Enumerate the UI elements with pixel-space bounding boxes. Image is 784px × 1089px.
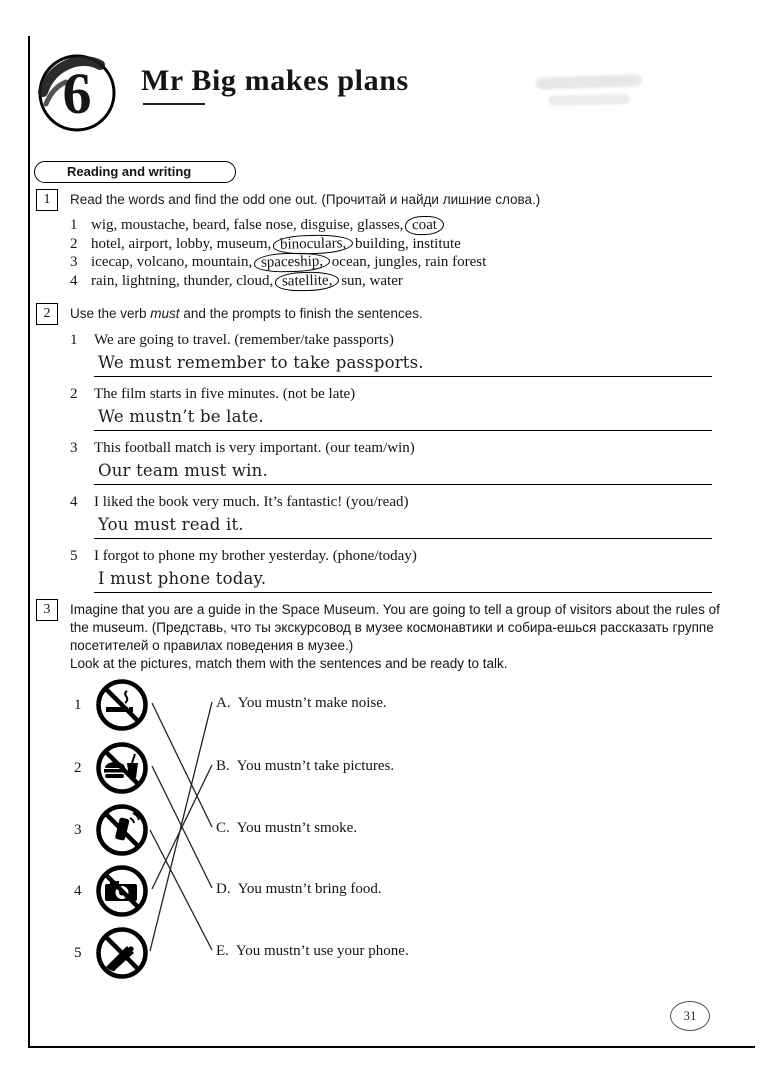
handwritten-answer: You must read it. [98, 515, 244, 534]
item-number: 1 [70, 217, 78, 233]
item-number: 2 [70, 235, 78, 252]
picture-number: 4 [74, 883, 82, 899]
sentence-letter: A. [216, 695, 231, 711]
sentence-letter: C. [216, 820, 230, 836]
answer-blank-line[interactable] [94, 353, 712, 377]
picture-number: 3 [74, 822, 82, 838]
exercise-2-number-box: 2 [36, 303, 58, 325]
picture-sign [94, 740, 150, 796]
bottom-border-rule [28, 1046, 755, 1048]
instruction-text: Look at the pictures, match them with the sentences and be ready to talk. [70, 656, 508, 671]
answer-blank-line[interactable] [94, 407, 712, 431]
prompt-text: I forgot to phone my brother yesterday. (phone/today) [94, 548, 417, 564]
picture-sign [94, 863, 150, 919]
words-after: building, institute [354, 235, 461, 252]
unit-number: 6 [62, 60, 92, 126]
picture-number: 1 [74, 697, 82, 713]
item-number: 1 [70, 332, 78, 348]
circled-odd-word: binoculars, [273, 234, 354, 255]
picture-number: 2 [74, 760, 82, 776]
answer-blank-line[interactable] [94, 461, 712, 485]
prompt-text: We are going to travel. (remember/take passports) [94, 332, 394, 348]
prompt-line [70, 547, 712, 566]
sentence-text: You mustn’t use your phone. [235, 943, 409, 959]
match-sentence [216, 758, 394, 775]
no-camera-icon [94, 863, 150, 919]
word-list-item [70, 272, 730, 291]
unit-badge [36, 52, 118, 134]
exercise-1-instruction: Read the words and find the odd one out. (Прочитай и найди лишние слова.) [70, 192, 541, 207]
picture-sign [94, 925, 150, 981]
sentence-letter: D. [216, 881, 231, 897]
sentence-completion-item [70, 439, 712, 485]
print-smudge [536, 74, 642, 90]
handwritten-answer: We must remember to take passports. [98, 353, 424, 372]
sentence-completion-item [70, 547, 712, 593]
word-list-item [70, 235, 730, 254]
words-before: hotel, airport, lobby, museum, [91, 235, 272, 252]
match-sentence [216, 943, 409, 960]
item-number: 3 [70, 440, 78, 456]
instruction-text: Imagine that you are a guide in the Space Museum. You are going to tell a group of visitors about the rules of the museum. (Представь, что ты экскурсовод в музее космонавтики и собира-ешься рассказать группе посетителей о правилах поведения в музее.) [70, 602, 720, 653]
handwritten-answer: We mustn’t be late. [98, 407, 264, 426]
word-list-item [70, 216, 730, 235]
item-number: 4 [70, 272, 78, 289]
exercise-2-items [70, 331, 712, 601]
no-smoking-icon [94, 677, 150, 733]
circled-odd-word: satellite, [275, 271, 340, 291]
sentence-completion-item [70, 493, 712, 539]
sentence-letter: E. [216, 943, 229, 959]
left-border-rule [28, 36, 30, 1046]
exercise-1-word-list [70, 216, 730, 290]
prompt-text: This football match is very important. (our team/win) [94, 440, 415, 456]
words-after: sun, water [341, 272, 403, 289]
item-number: 4 [70, 494, 78, 510]
sentence-text: You mustn’t take pictures. [236, 758, 395, 774]
words-after: ocean, jungles, rain forest [331, 254, 487, 271]
page-number: 31 [670, 1001, 710, 1031]
circled-odd-word: spaceship, [254, 252, 330, 273]
match-sentence [216, 881, 382, 898]
prompt-line [70, 385, 712, 404]
no-food-icon [94, 740, 150, 796]
sentence-completion-item [70, 385, 712, 431]
handwritten-answer: I must phone today. [98, 569, 267, 588]
words-before: rain, lightning, thunder, cloud, [91, 272, 274, 289]
picture-sign [94, 802, 150, 858]
sentence-text: You mustn’t bring food. [237, 881, 382, 897]
match-sentence [216, 820, 357, 837]
sentence-text: You mustn’t smoke. [236, 820, 358, 836]
picture-number: 5 [74, 945, 82, 961]
print-smudge [548, 94, 630, 105]
circled-odd-word: coat [405, 216, 444, 236]
exercise-3-number-box: 3 [36, 599, 58, 621]
answer-blank-line[interactable] [94, 569, 712, 593]
instruction-text: Use the verb [70, 306, 151, 321]
word-list-text [91, 235, 461, 254]
sentence-letter: B. [216, 758, 230, 774]
page-title: Mr Big makes plans [141, 64, 409, 97]
picture-sign [94, 677, 150, 733]
sentence-completion-item [70, 331, 712, 377]
words-before: icecap, volcano, mountain, [91, 254, 253, 271]
word-list-text [91, 216, 442, 235]
exercise-1-number-box: 1 [36, 189, 58, 211]
item-number: 2 [70, 386, 78, 402]
item-number: 5 [70, 548, 78, 564]
prompt-text: I liked the book very much. It’s fantastic! (you/read) [94, 494, 409, 510]
prompt-text: The film starts in five minutes. (not be late) [94, 386, 356, 402]
prompt-line [70, 331, 712, 350]
instruction-text: and the prompts to finish the sentences. [179, 306, 423, 321]
prompt-line [70, 439, 712, 458]
answer-blank-line[interactable] [94, 515, 712, 539]
prompt-line [70, 493, 712, 512]
no-noise-icon [94, 925, 150, 981]
sentence-text: You mustn’t make noise. [237, 695, 387, 711]
instruction-italic-word: must [150, 306, 180, 321]
exercise-3-instruction [70, 601, 720, 673]
handwritten-answer: Our team must win. [98, 461, 268, 480]
exercise-2-instruction [70, 305, 750, 323]
words-before: wig, moustache, beard, false nose, disguise, glasses, [91, 217, 404, 233]
title-underline-mark [143, 103, 205, 105]
item-number: 3 [70, 254, 78, 271]
word-list-item [70, 253, 730, 272]
match-sentence [216, 695, 387, 712]
word-list-text [91, 272, 403, 291]
word-list-text [91, 253, 486, 272]
section-label: Reading and writing [34, 161, 236, 183]
no-phone-icon [94, 802, 150, 858]
